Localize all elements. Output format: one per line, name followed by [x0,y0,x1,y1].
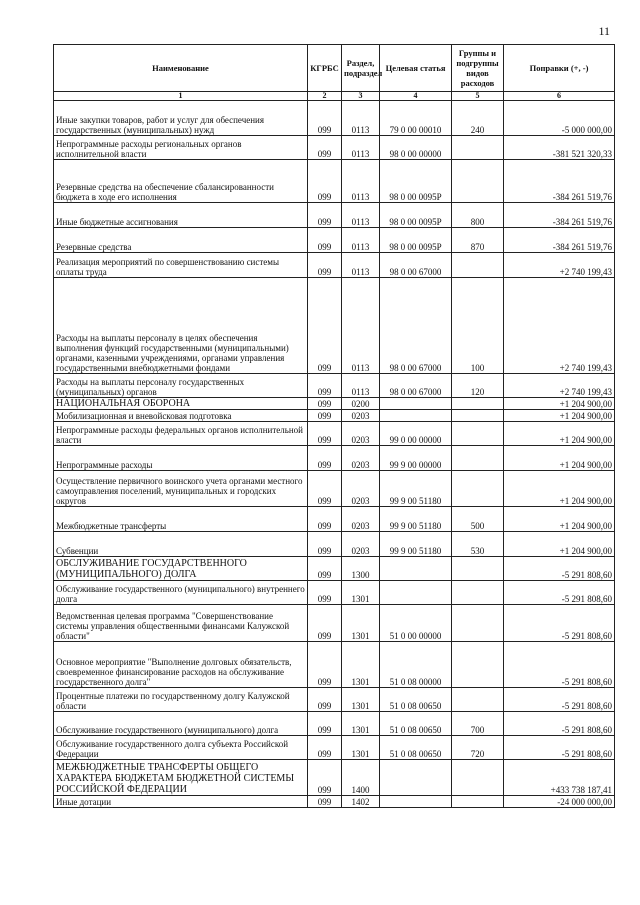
row-target: 98 0 00 0095Р [380,160,452,203]
row-name: Иные дотации [54,796,308,808]
row-group [452,136,504,160]
row-target: 98 0 00 67000 [380,278,452,374]
row-section: 0203 [342,471,380,507]
row-target: 79 0 00 00010 [380,101,452,136]
row-amount: +1 204 900,00 [504,507,615,532]
row-kgrbs: 099 [308,101,342,136]
row-kgrbs: 099 [308,507,342,532]
header-group: Группы и подгруппы видов расходов [452,45,504,92]
row-kgrbs: 099 [308,712,342,736]
table-row [54,471,615,507]
header-amount: Поправки (+, -) [504,45,615,92]
header-section: Раздел, подраздел [342,45,380,92]
row-target: 98 0 00 00000 [380,136,452,160]
row-section: 1301 [342,605,380,642]
budget-table [53,44,615,808]
row-target: 99 9 00 00000 [380,446,452,471]
row-amount: +1 204 900,00 [504,471,615,507]
row-name: Непрограммные расходы региональных органов исполнительной власти [54,136,308,160]
row-group: 870 [452,228,504,253]
row-kgrbs: 099 [308,253,342,278]
row-name: Обслуживание государственного долга субъекта Российской Федерации [54,736,308,760]
header-target: Целевая статья [380,45,452,92]
row-group [452,422,504,446]
row-group: 530 [452,532,504,557]
row-kgrbs: 099 [308,228,342,253]
table-row [54,760,615,796]
table-row [54,688,615,712]
row-kgrbs: 099 [308,410,342,422]
row-name: Резервные средства на обеспечение сбалансированности бюджета в ходе его исполнения [54,160,308,203]
row-amount: +1 204 900,00 [504,532,615,557]
column-number: 6 [504,92,615,101]
row-group [452,446,504,471]
row-kgrbs: 099 [308,136,342,160]
row-kgrbs: 099 [308,532,342,557]
row-kgrbs: 099 [308,203,342,228]
row-amount: +2 740 199,43 [504,253,615,278]
row-group [452,581,504,605]
row-section: 0113 [342,253,380,278]
row-group [452,557,504,581]
row-group: 120 [452,374,504,398]
row-section: 0200 [342,398,380,410]
row-name: Реализация мероприятий по совершенствованию системы оплаты труда [54,253,308,278]
row-section: 1301 [342,581,380,605]
row-amount: -5 000 000,00 [504,101,615,136]
row-target [380,796,452,808]
row-kgrbs: 099 [308,422,342,446]
row-name: ОБСЛУЖИВАНИЕ ГОСУДАРСТВЕННОГО (МУНИЦИПАЛЬНОГО) ДОЛГА [54,557,308,581]
table-row [54,398,615,410]
row-name: Непрограммные расходы [54,446,308,471]
row-kgrbs: 099 [308,398,342,410]
row-section: 1301 [342,688,380,712]
table-row [54,642,615,688]
row-name: Иные бюджетные ассигнования [54,203,308,228]
table-row [54,374,615,398]
column-number: 1 [54,92,308,101]
row-name: Основное мероприятие "Выполнение долговых обязательств, своевременное финансирование расходов на обслуживание государственного долга" [54,642,308,688]
row-target: 98 0 00 67000 [380,253,452,278]
row-target: 98 0 00 0095Р [380,203,452,228]
row-amount: -24 000 000,00 [504,796,615,808]
row-section: 1300 [342,557,380,581]
row-group [452,796,504,808]
column-number: 3 [342,92,380,101]
row-section: 1402 [342,796,380,808]
row-amount: -384 261 519,76 [504,228,615,253]
table-row [54,228,615,253]
column-number: 4 [380,92,452,101]
row-section: 0203 [342,507,380,532]
row-section: 0113 [342,278,380,374]
row-group [452,398,504,410]
row-group [452,642,504,688]
row-name: Резервные средства [54,228,308,253]
row-kgrbs: 099 [308,760,342,796]
table-row [54,136,615,160]
table-row [54,410,615,422]
table-row [54,160,615,203]
row-amount: -5 291 808,60 [504,736,615,760]
row-group: 500 [452,507,504,532]
row-amount: +2 740 199,43 [504,278,615,374]
row-name: Осуществление первичного воинского учета органами местного самоуправления поселений, муниципальных и городских округов [54,471,308,507]
row-name: Непрограммные расходы федеральных органов исполнительной власти [54,422,308,446]
row-section: 0203 [342,532,380,557]
row-target [380,410,452,422]
row-group: 240 [452,101,504,136]
row-group [452,688,504,712]
row-name: НАЦИОНАЛЬНАЯ ОБОРОНА [54,398,308,410]
row-name: Ведомственная целевая программа "Совершенствование системы управления общественными финансами Калужской области" [54,605,308,642]
table-row [54,446,615,471]
row-group [452,160,504,203]
row-amount: -5 291 808,60 [504,557,615,581]
row-target: 51 0 08 00000 [380,642,452,688]
row-name: Расходы на выплаты персоналу в целях обеспечения выполнения функций государственными (муниципальными) органами, казенными учреждениями, органами управления государственными внебюджетными фондами [54,278,308,374]
row-kgrbs: 099 [308,605,342,642]
row-section: 0203 [342,446,380,471]
row-group [452,471,504,507]
page-number: 11 [598,24,610,38]
row-group [452,410,504,422]
row-section: 0113 [342,160,380,203]
row-target: 98 0 00 67000 [380,374,452,398]
row-name: Обслуживание государственного (муниципального) долга [54,712,308,736]
row-target [380,760,452,796]
row-amount: +1 204 900,00 [504,410,615,422]
column-number: 2 [308,92,342,101]
row-kgrbs: 099 [308,642,342,688]
row-amount: -384 261 519,76 [504,160,615,203]
row-name: Иные закупки товаров, работ и услуг для обеспечения государственных (муниципальных) нужд [54,101,308,136]
row-kgrbs: 099 [308,446,342,471]
row-kgrbs: 099 [308,557,342,581]
row-target: 51 0 00 00000 [380,605,452,642]
row-name: Обслуживание государственного (муниципального) внутреннего долга [54,581,308,605]
row-kgrbs: 099 [308,471,342,507]
row-group: 100 [452,278,504,374]
row-group [452,253,504,278]
row-name: Межбюджетные трансферты [54,507,308,532]
row-target [380,581,452,605]
row-section: 0113 [342,101,380,136]
row-kgrbs: 099 [308,278,342,374]
row-section: 0203 [342,422,380,446]
row-section: 1301 [342,712,380,736]
table-row [54,507,615,532]
header-name: Наименование [54,45,308,92]
table-row [54,581,615,605]
row-group: 700 [452,712,504,736]
row-target: 51 0 08 00650 [380,736,452,760]
row-amount: -5 291 808,60 [504,605,615,642]
row-group [452,605,504,642]
row-section: 1301 [342,736,380,760]
row-target: 99 9 00 51180 [380,532,452,557]
table-row [54,557,615,581]
row-target: 51 0 08 00650 [380,712,452,736]
row-target [380,557,452,581]
column-number: 5 [452,92,504,101]
row-section: 1400 [342,760,380,796]
table-row [54,796,615,808]
row-kgrbs: 099 [308,160,342,203]
table-row [54,101,615,136]
row-kgrbs: 099 [308,374,342,398]
row-kgrbs: 099 [308,736,342,760]
row-amount: -5 291 808,60 [504,688,615,712]
row-section: 0113 [342,374,380,398]
row-target [380,398,452,410]
row-target: 99 0 00 00000 [380,422,452,446]
row-amount: -384 261 519,76 [504,203,615,228]
row-section: 0113 [342,203,380,228]
table-row [54,422,615,446]
row-name: Процентные платежи по государственному долгу Калужской области [54,688,308,712]
row-target: 98 0 00 0095Р [380,228,452,253]
row-amount: +1 204 900,00 [504,398,615,410]
row-group: 800 [452,203,504,228]
row-target: 99 9 00 51180 [380,471,452,507]
row-kgrbs: 099 [308,796,342,808]
table-row [54,253,615,278]
row-name: Субвенции [54,532,308,557]
row-amount: -5 291 808,60 [504,581,615,605]
row-target: 51 0 08 00650 [380,688,452,712]
row-section: 0113 [342,136,380,160]
table-row [54,736,615,760]
row-amount: +1 204 900,00 [504,446,615,471]
row-target: 99 9 00 51180 [380,507,452,532]
row-section: 1301 [342,642,380,688]
table-row [54,712,615,736]
row-name: Мобилизационная и вневойсковая подготовка [54,410,308,422]
row-amount: +2 740 199,43 [504,374,615,398]
table-row [54,605,615,642]
row-section: 0113 [342,228,380,253]
row-kgrbs: 099 [308,688,342,712]
table-row [54,532,615,557]
table-row [54,278,615,374]
row-group: 720 [452,736,504,760]
row-amount: -5 291 808,60 [504,642,615,688]
table-row [54,203,615,228]
header-row [54,45,615,92]
row-section: 0203 [342,410,380,422]
header-kgrbs: КГРБС [308,45,342,92]
row-amount: -5 291 808,60 [504,712,615,736]
column-number-row [54,92,615,101]
row-amount: +1 204 900,00 [504,422,615,446]
row-kgrbs: 099 [308,581,342,605]
row-name: Расходы на выплаты персоналу государственных (муниципальных) органов [54,374,308,398]
row-amount: +433 738 187,41 [504,760,615,796]
row-group [452,760,504,796]
row-amount: -381 521 320,33 [504,136,615,160]
row-name: МЕЖБЮДЖЕТНЫЕ ТРАНСФЕРТЫ ОБЩЕГО ХАРАКТЕРА БЮДЖЕТАМ БЮДЖЕТНОЙ СИСТЕМЫ РОССИЙСКОЙ ФЕДЕРАЦИИ [54,760,308,796]
